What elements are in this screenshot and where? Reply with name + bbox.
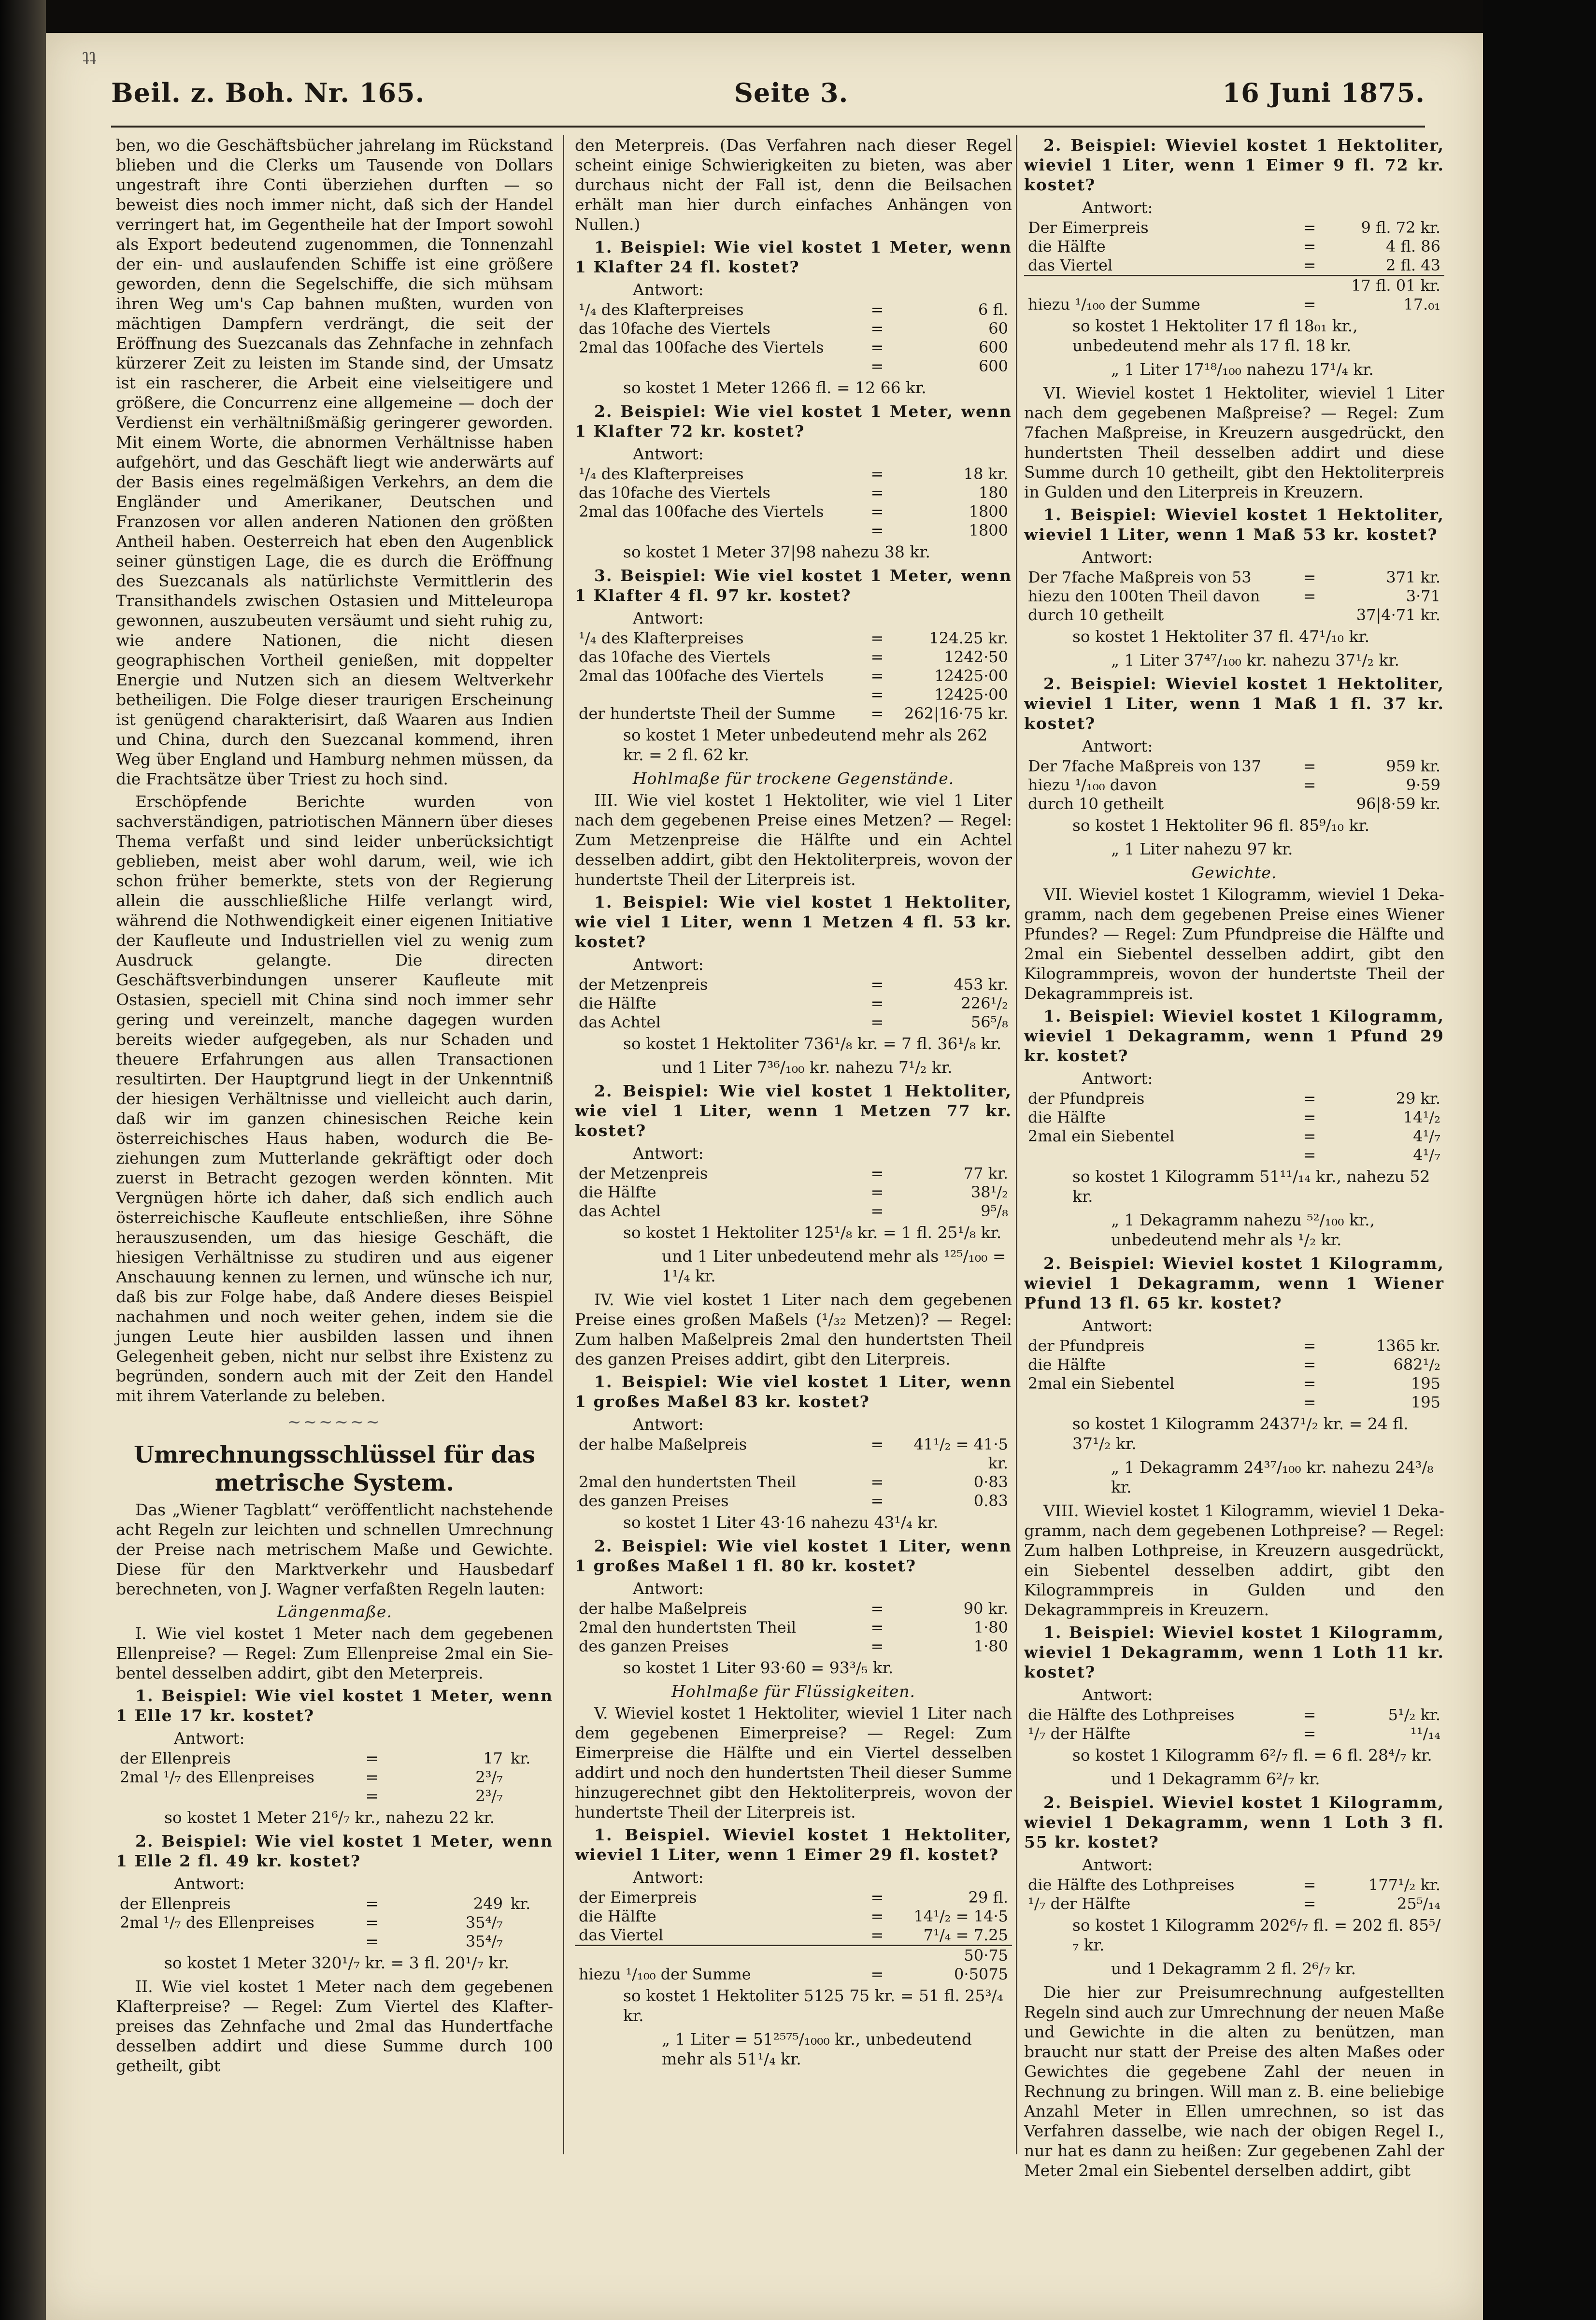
answer-label: Antwort: xyxy=(1082,1855,1153,1874)
example-heading: 1. Beispiel. Wieviel kostet 1 Hektoliter, wieviel 1 Liter, wenn 1 Eimer 29 fl. kostet? xyxy=(575,1825,1012,1864)
calc-row: = 2³/₇ xyxy=(365,1787,503,1805)
calc-row: hiezu ¹/₁₀₀ der Summe = 0·5075 xyxy=(579,1965,1008,1983)
calc-result: so kostet 1 Liter 43·16 nahezu 43¹/₄ kr. xyxy=(623,1513,939,1532)
answer-label: Antwort: xyxy=(633,609,704,627)
calc-row: = 1800 xyxy=(870,521,1008,540)
example-heading: 2. Beispiel: Wie viel kostet 1 Hektoliter, wie viel 1 Liter, wenn 1 Metzen 77 kr. kostet? xyxy=(575,1082,1012,1140)
calc-row: der halbe Maßelpreis = 90 kr. xyxy=(579,1599,1008,1618)
example-heading: 2. Beispiel: Wieviel kostet 1 Hektoliter, wieviel 1 Liter, wenn 1 Maß 1 fl. 37 kr. kostet? xyxy=(1024,674,1444,733)
calc-row: der Pfundpreis = 29 kr. xyxy=(1028,1089,1440,1108)
rule-paragraph: VII. Wieviel kostet 1 Kilogramm, wieviel 1 Dekagramm, nach dem gegebenen Preise eines Wiener Pfundes? — Regel: Zum Pfundpreise die Hälfte und 2mal ein Siebentel desselben addirt, gibt den Kilogrammpreis, wovon der hundertste Theil der Dekagrammpreis ist. xyxy=(1024,885,1444,1003)
example-heading: 1. Beispiel: Wie viel kostet 1 Hektoliter, wie viel 1 Liter, wenn 1 Metzen 4 fl. 53 kr. kostet? xyxy=(575,893,1012,951)
article-paragraph: ben, wo die Geschäftsbücher jahrelang im Rückstand blieben und die Clerks um Tausende von Dollars ungestraft ihre Conti überziehen durften — so beweist dies noch immer nicht, daß sich der Handel verringert hat, im Gegentheile hat der Import sowohl als Export bedeutend zugenommen, die Tonnenzahl der ein- und auslaufenden Schiffe ist eine größere geworden, denn die Segelschiffe, die sich mühsam ihren Weg um's Cap bahnen mußten, wurden von mächtigen Dampfern verdrängt, die seit der Eröffnung des Suezcanals das Zehnfache in zehnfach kürzerer Zeit zu leisten im Stande sind, der Umsatz ist ein rascherer, die Arbeit eine vielseitigere und größere, die Concurrenz eine allgemeine — doch der Verdienst ein verhältnißmäßig geringerer geworden. Mit einem Worte, die abnormen Verhältnisse haben aufgehört, und das Geschäft liegt wie anderwärts auf der Basis eines regelmäßigen Verkehrs, an dem die Engländer und Amerikaner, Deutschen und Franzosen vor allen anderen Nationen den größten Antheil haben. Oesterreich hat eben den Augenblick seiner günstigen Lage, die es durch die Eröffnung des Suezcanals als natürlichste Vermittlerin des Transithandels zwischen Ostasien und Mitteleuropa gewonnen, auszubeuten versäumt und sieht ruhig zu, wie andere Nationen, die nicht diesen geographischen Vortheil genießen, mit doppelter Energie und Nutzen sich an diesem Weltverkehr betheiligen. Die Folge dieser traurigen Erscheinung ist genügend charakterisirt, daß Waaren aus Indien und China, durch den Suezcanal kommend, ihren Weg über England und Hamburg nehmen müssen, da die Frachtsätze über Triest zu hoch sind. xyxy=(116,136,553,788)
calc-table xyxy=(1024,218,1444,314)
calc-row: der halbe Maßelpreis = 41¹/₂ = 41·5 kr. xyxy=(579,1435,1008,1472)
article-paragraph: Erschöpfende Berichte wurden von sachverständigen, patriotischen Männern über dieses Thema verfaßt und sind leider unberücksichtigt geblieben, meist aber wohl darum, weil, wie ich schon früher bemerkte, stets von der Regierung allein die ausschließliche Hilfe verlangt wird, während die Nothwendigkeit einer eigenen Initiative der Kaufleute und Industriellen viel zu wenig zum Ausdruck gelangte. Die directen Geschäftsverbindungen unserer Kaufleute mit Ostasien, speciell mit China sind noch immer sehr gering und vereinzelt, manche dagegen wurden bereits wieder aufgegeben, als nur Schaden und theuere Erfahrungen aus allen Transactionen resultirten. Der Hauptgrund liegt in der Unkenntniß der hiesigen Verhältnisse und vielleicht auch darin, daß wir im ganzen chinesischen Reiche kein österreichisches Haus haben, wodurch die Beziehungen zum Mutterlande gekräftigt oder doch zuerst in Betracht gezogen werden könnten. Mit Vergnügen hörte ich daher, daß sich endlich auch österreichische Kaufleute entschließen, ihre Söhne herauszusenden, um das hiesige Geschäft, die hiesigen Verhältnisse zu studiren und aus eigener Anschauung kennen zu lernen, und wünsche ich nur, daß bis zur Folge habe, daß Andere dieses Beispiel nachahmen und noch weiter gehen, indem sie die jungen Leute hier ausbilden lassen und ihnen Gelegenheit geben, nicht nur selbst ihre Existenz zu begründen, sondern auch mit der Zeit den Handel mit ihrem Vaterlande zu beleben. xyxy=(116,792,553,1405)
example-heading: 1. Beispiel: Wie viel kostet 1 Liter, wenn 1 großes Maßel 83 kr. kostet? xyxy=(575,1372,1012,1411)
section-title: Umrechnungsschlüssel für das metrische System. xyxy=(134,1441,535,1496)
calc-row: die Hälfte = 14¹/₂ = 14·5 xyxy=(579,1907,1008,1925)
answer-label: Antwort: xyxy=(174,1874,245,1893)
calc-table xyxy=(575,1435,1012,1510)
calc-result: „ 1 Liter = 51²⁵⁷⁵/₁₀₀₀ kr., unbedeutend mehr als 51¹/₄ kr. xyxy=(662,2030,972,2068)
calc-row: das Viertel = 2 fl. 43 xyxy=(1028,256,1440,274)
example-heading: 1. Beispiel: Wieviel kostet 1 Hektoliter, wieviel 1 Liter, wenn 1 Maß 53 kr. kostet? xyxy=(1024,505,1444,544)
example-heading: 3. Beispiel: Wie viel kostet 1 Meter, wenn 1 Klafter 4 fl. 97 kr. kostet? xyxy=(575,566,1012,605)
calc-row: das 10fache des Viertels = 180 xyxy=(579,484,1008,502)
calc-table xyxy=(116,1894,553,1951)
calc-row: 50·75 xyxy=(575,1946,1012,1965)
calc-row: 2mal das 100fache des Viertels = 600 xyxy=(579,338,1008,356)
calc-row: das Viertel = 7¹/₄ = 7.25 xyxy=(579,1926,1008,1944)
answer-label: Antwort: xyxy=(633,444,704,463)
column-rule xyxy=(1016,135,1017,2154)
answer-label: Antwort: xyxy=(633,955,704,974)
calc-result: so kostet 1 Liter 93·60 = 93³/₅ kr. xyxy=(623,1658,894,1677)
calc-row: 2mal ¹/₇ des Ellenpreises = 35⁴/₇ xyxy=(120,1913,503,1932)
calc-row: Der Eimerpreis = 9 fl. 72 kr. xyxy=(1028,218,1440,237)
calc-row: der Metzenpreis = 77 kr. xyxy=(579,1164,1008,1182)
calc-row: die Hälfte = 4 fl. 86 xyxy=(1028,237,1440,256)
calc-result: so kostet 1 Kilogramm 51¹¹/₁₄ kr., nahezu 52 kr. xyxy=(1072,1167,1430,1206)
calc-table xyxy=(575,1888,1012,1984)
calc-table xyxy=(575,465,1012,540)
rule-paragraph: VIII. Wieviel kostet 1 Kilogramm, wieviel 1 Dekagramm, nach dem gegebenen Lothpreise? — Regel: Zum halben Lothpreise, in Kreuzern ausgedrückt, ein Siebentel desselben addirt, gibt den Kilogrammpreis in Gulden und den Dekagrammpreis in Kreuzern. xyxy=(1024,1501,1444,1619)
binding-edge xyxy=(0,0,46,2320)
calc-row: 2mal das 100fache des Viertels = 12425·00 xyxy=(579,667,1008,685)
calc-result: so kostet 1 Hektoliter 125¹/₈ kr. = 1 fl. 25¹/₈ kr. xyxy=(623,1223,1002,1242)
calc-result: und 1 Dekagramm 2 fl. 2⁶/₇ kr. xyxy=(1111,1959,1356,1978)
calc-row: ¹/₇ der Hälfte = 25⁵/₁₄ xyxy=(1028,1894,1440,1913)
calc-row: 2mal ¹/₇ des Ellenpreises = 2³/₇ xyxy=(120,1768,503,1786)
calc-row: = 12425·00 xyxy=(870,685,1008,704)
answer-label: Antwort: xyxy=(1082,1069,1153,1088)
calc-row: das Achtel = 56⁵/₈ xyxy=(579,1013,1008,1031)
example-heading: 2. Beispiel: Wie viel kostet 1 Liter, wenn 1 großes Maßel 1 fl. 80 kr. kostet? xyxy=(575,1537,1012,1575)
column-1 xyxy=(116,135,553,2164)
subheading: Hohlmaße für trockene Gegenstände. xyxy=(632,769,955,788)
column-3 xyxy=(1024,135,1444,2180)
answer-label: Antwort: xyxy=(1082,548,1153,567)
rule-paragraph: den Meterpreis. (Das Verfahren nach dieser Regel scheint einige Schwierigkeiten zu bieten, was aber durchaus nicht der Fall ist, denn die Beilsachen erhält man hier durch einfaches Anhängen von Nullen.) xyxy=(575,136,1012,234)
separator: ~~~~~~ xyxy=(287,1412,382,1432)
example-heading: 1. Beispiel: Wieviel kostet 1 Kilogramm, wieviel 1 Dekagramm, wenn 1 Loth 11 kr. kostet? xyxy=(1024,1623,1444,1681)
calc-result: und 1 Liter 7³⁶/₁₀₀ kr. nahezu 7¹/₂ kr. xyxy=(662,1058,953,1077)
calc-row: ¹/₇ der Hälfte = ¹¹/₁₄ xyxy=(1028,1724,1440,1743)
answer-label: Antwort: xyxy=(633,1144,704,1163)
calc-result: so kostet 1 Hektoliter 5125 75 kr. = 51 fl. 25³/₄ kr. xyxy=(623,1986,1003,2025)
page-number: Seite 3. xyxy=(734,77,849,108)
calc-result: so kostet 1 Kilogramm 2437¹/₂ kr. = 24 fl. 37¹/₂ kr. xyxy=(1072,1414,1409,1453)
answer-label: Antwort: xyxy=(1082,737,1153,755)
page-header xyxy=(111,72,1425,128)
calc-table xyxy=(1024,1089,1444,1165)
calc-row: das 10fache des Viertels = 60 xyxy=(579,319,1008,338)
calc-row: hiezu ¹/₁₀₀ davon = 9·59 xyxy=(1028,776,1440,794)
subheading: Gewichte. xyxy=(1191,863,1277,882)
calc-row: hiezu den 100ten Theil davon = 3·71 xyxy=(1028,587,1440,605)
calc-row: der Eimerpreis = 29 fl. xyxy=(579,1888,1008,1907)
calc-row: die Hälfte = 38¹/₂ xyxy=(579,1183,1008,1201)
rule-paragraph: VI. Wieviel kostet 1 Hektoliter, wieviel 1 Liter nach dem gegebenen Maßpreise? — Regel: Zum 7fachen Maßpreise, in Kreuzern ausgedrückt, den hundertsten Theil desselben addirt und diese Summe durch 10 getheilt, gibt den Hektoliterpreis in Gulden und den Literpreis in Kreuzern. xyxy=(1024,384,1444,501)
calc-result: „ 1 Liter 17¹⁸/₁₀₀ nahezu 17¹/₄ kr. xyxy=(1111,360,1374,379)
article-paragraph: Die hier zur Preisumrechnung aufgestellten Regeln sind auch zur Umrechnung der neuen Maße und Gewichte in die alten zu benützen, man braucht nur statt der Preise des alten Maßes oder Gewichtes die gegebene Zahl der neuen in Rechnung zu bringen. Will man z. B. eine beliebige Anzahl Meter in Ellen umrechnen, so ist das Verfahren dasselbe, wie nach der obigen Regel I., nur hat es dann zu heißen: Zur gegebenen Zahl der Meter 2mal ein Siebentel derselben addirt, gibt xyxy=(1024,1983,1444,2180)
answer-label: Antwort: xyxy=(633,1579,704,1598)
calc-table xyxy=(575,1599,1012,1656)
calc-table xyxy=(1024,1706,1444,1743)
calc-row: ¹/₄ des Klafterpreises = 124.25 kr. xyxy=(579,629,1008,647)
calc-row: 2mal ein Siebentel = 195 xyxy=(1028,1374,1440,1393)
calc-table xyxy=(1024,1337,1444,1412)
answer-label: Antwort: xyxy=(1082,1685,1153,1704)
subheading: Hohlmaße für Flüssigkeiten. xyxy=(671,1682,916,1701)
calc-result: so kostet 1 Kilogramm 202⁶/₇ fl. = 202 fl. 85⁵/₇ kr. xyxy=(1072,1916,1441,1954)
calc-row: das 10fache des Viertels = 1242·50 xyxy=(579,648,1008,666)
calc-result: „ 1 Dekagramm 24³⁷/₁₀₀ kr. nahezu 24³/₈ kr. xyxy=(1111,1458,1434,1496)
calc-row: die Hälfte = 14¹/₂ xyxy=(1028,1108,1440,1126)
calc-row: 2mal den hundertsten Theil = 1·80 xyxy=(579,1618,1008,1637)
calc-result: „ 1 Dekagramm nahezu ⁵²/₁₀₀ kr., unbedeutend mehr als ¹/₂ kr. xyxy=(1111,1210,1375,1249)
calc-row: = 195 xyxy=(1303,1393,1440,1411)
calc-row: die Hälfte des Lothpreises = 177¹/₂ kr. xyxy=(1028,1876,1440,1894)
calc-row: die Hälfte des Lothpreises = 5¹/₂ kr. xyxy=(1028,1706,1440,1724)
answer-label: Antwort: xyxy=(633,1868,704,1887)
rule-paragraph: I. Wie viel kostet 1 Meter nach dem gegebenen Ellenpreise? — Regel: Zum Ellenpreise 2mal ein Siebentel desselben addirt, gibt den Meterpreis. xyxy=(116,1624,553,1682)
calc-result: so kostet 1 Hektoliter 736¹/₈ kr. = 7 fl. 36¹/₈ kr. xyxy=(623,1034,1002,1053)
page-corner-mark: ʇʇ xyxy=(82,46,96,66)
calc-table xyxy=(575,300,1012,376)
subheading: Längenmaße. xyxy=(277,1602,392,1621)
calc-table xyxy=(1024,757,1444,813)
calc-row: hiezu ¹/₁₀₀ der Summe = 17.₀₁ xyxy=(1028,295,1440,313)
rule-paragraph: III. Wie viel kostet 1 Hektoliter, wie viel 1 Liter nach dem gegebenen Preise eines Metzen? — Regel: Zum Metzenpreise die Hälfte und ein Achtel desselben addirt, gibt den Hektoliterpreis, wovon der hundertste Theil der Literpreis ist. xyxy=(575,791,1012,889)
calc-row: ¹/₄ des Klafterpreises = 18 kr. xyxy=(579,465,1008,483)
rule-paragraph: IV. Wie viel kostet 1 Liter nach dem gegebenen Preise eines großen Maßels (¹/₃₂ Metzen)? — Regel: Zum halben Maßelpreis 2mal den hundertsten Theil des ganzen Preises addirt, gibt den Literpreis. xyxy=(575,1290,1012,1368)
example-heading: 2. Beispiel: Wieviel kostet 1 Kilogramm, wieviel 1 Dekagramm, wenn 1 Wiener Pfund 13 fl. 65 kr. kostet? xyxy=(1024,1254,1444,1312)
calc-row: 17 fl. 01 kr. xyxy=(1024,276,1444,296)
calc-row: Der 7fache Maßpreis von 137 = 959 kr. xyxy=(1028,757,1440,775)
calc-result: so kostet 1 Hektoliter 96 fl. 85⁹/₁₀ kr. xyxy=(1072,816,1370,835)
calc-table xyxy=(1024,1876,1444,1913)
answer-label: Antwort: xyxy=(1082,1316,1153,1335)
calc-row: durch 10 getheilt 37|4·71 kr. xyxy=(1028,606,1440,624)
answer-label: Antwort: xyxy=(1082,198,1153,217)
calc-row: die Hälfte = 682¹/₂ xyxy=(1028,1355,1440,1374)
example-heading: 2. Beispiel: Wie viel kostet 1 Meter, wenn 1 Klafter 72 kr. kostet? xyxy=(575,402,1012,441)
calc-result: und 1 Liter unbedeutend mehr als ¹²⁵/₁₀₀ = 1¹/₄ kr. xyxy=(662,1247,1006,1285)
calc-table xyxy=(575,629,1012,723)
calc-row: = 600 xyxy=(870,357,1008,375)
calc-result: und 1 Dekagramm 6²/₇ kr. xyxy=(1111,1769,1320,1788)
calc-table xyxy=(1024,568,1444,625)
calc-result: so kostet 1 Meter 1266 fl. = 12 66 kr. xyxy=(623,378,926,397)
calc-result: so kostet 1 Kilogramm 6²/₇ fl. = 6 fl. 28⁴/₇ kr. xyxy=(1072,1746,1432,1765)
calc-row: der Metzenpreis = 453 kr. xyxy=(579,975,1008,994)
calc-result: so kostet 1 Meter 21⁶/₇ kr., nahezu 22 kr. xyxy=(164,1808,495,1827)
column-rule xyxy=(563,135,564,2154)
calc-row: Der 7fache Maßpreis von 53 = 371 kr. xyxy=(1028,568,1440,586)
example-heading: 2. Beispiel: Wie viel kostet 1 Meter, wenn 1 Elle 2 fl. 49 kr. kostet? xyxy=(116,1832,553,1870)
calc-row: des ganzen Preises = 1·80 xyxy=(579,1637,1008,1655)
calc-row: durch 10 getheilt 96|8·59 kr. xyxy=(1028,795,1440,813)
calc-table xyxy=(116,1749,553,1806)
intro-paragraph: Das „Wiener Tagblatt“ veröffentlicht nachstehende acht Regeln zur leichten und schnellen Umrechnung der Preise nach metrischem Maße und Gewichte. Diese für den Marktverkehr und Hausbedarf berechneten, von J. Wagner verfaßten Regeln lauten: xyxy=(116,1500,553,1598)
calc-result: so kostet 1 Meter 320¹/₇ kr. = 3 fl. 20¹/₇ kr. xyxy=(164,1953,509,1972)
calc-row: = 4¹/₇ xyxy=(1303,1146,1440,1164)
calc-result: „ 1 Liter nahezu 97 kr. xyxy=(1111,840,1293,858)
calc-result: so kostet 1 Meter 37|98 nahezu 38 kr. xyxy=(623,542,931,561)
calc-result: so kostet 1 Hektoliter 17 fl 18₀₁ kr., unbedeutend mehr als 17 fl. 18 kr. xyxy=(1072,316,1358,355)
calc-row: ¹/₄ des Klafterpreises = 6 fl. xyxy=(579,300,1008,319)
scan-border xyxy=(1483,0,1596,2320)
calc-row: das Achtel = 9⁵/₈ xyxy=(579,1202,1008,1220)
calc-table xyxy=(575,975,1012,1032)
example-heading: 1. Beispiel: Wie viel kostet 1 Meter, wenn 1 Elle 17 kr. kostet? xyxy=(116,1686,553,1725)
calc-row: 2mal ein Siebentel = 4¹/₇ xyxy=(1028,1127,1440,1145)
answer-label: Antwort: xyxy=(633,1415,704,1434)
calc-row: 2mal das 100fache des Viertels = 1800 xyxy=(579,502,1008,521)
calc-row: des ganzen Preises = 0.83 xyxy=(579,1492,1008,1510)
calc-result: so kostet 1 Hektoliter 37 fl. 47¹/₁₀ kr. xyxy=(1072,627,1370,646)
calc-row: = 35⁴/₇ xyxy=(365,1932,503,1950)
calc-row: 2mal den hundertsten Theil = 0·83 xyxy=(579,1473,1008,1491)
rule-paragraph: V. Wieviel kostet 1 Hektoliter, wieviel 1 Liter nach dem gegebenen Eimerpreise? — Regel: Zum Eimerpreise die Hälfte und ein Viertel desselben addirt und noch den hundertsten Theil dieser Summe hinzugerechnet gibt den Hektoliterpreis, wovon der hundertste Theil der Literpreis ist. xyxy=(575,1704,1012,1822)
answer-label: Antwort: xyxy=(174,1729,245,1748)
calc-result: „ 1 Liter 37⁴⁷/₁₀₀ kr. nahezu 37¹/₂ kr. xyxy=(1111,651,1399,669)
example-heading: 2. Beispiel. Wieviel kostet 1 Kilogramm, wieviel 1 Dekagramm, wenn 1 Loth 3 fl. 55 kr. kostet? xyxy=(1024,1793,1444,1851)
calc-row: der hundertste Theil der Summe = 262|16·75 kr. xyxy=(579,704,1008,723)
column-2 xyxy=(575,135,1012,2164)
calc-result: so kostet 1 Meter unbedeutend mehr als 262 kr. = 2 fl. 62 kr. xyxy=(623,726,988,764)
rule-paragraph: II. Wie viel kostet 1 Meter nach dem gegebenen Klafterpreise? — Regel: Zum Viertel des Klafterpreises das Zehnfache und 2mal das Hundertfache desselben addirt und diese Summe durch 100 getheilt, gibt xyxy=(116,1977,553,2075)
example-heading: 1. Beispiel: Wie viel kostet 1 Meter, wenn 1 Klafter 24 fl. kostet? xyxy=(575,238,1012,276)
issue-date: 16 Juni 1875. xyxy=(1222,77,1425,108)
example-heading: 1. Beispiel: Wieviel kostet 1 Kilogramm, wieviel 1 Dekagramm, wenn 1 Pfund 29 kr. kostet? xyxy=(1024,1007,1444,1065)
calc-row: die Hälfte = 226¹/₂ xyxy=(579,994,1008,1012)
calc-row: der Ellenpreis = 249 kr. xyxy=(120,1894,531,1913)
calc-row: der Ellenpreis = 17 kr. xyxy=(120,1749,531,1767)
supplement-number: Beil. z. Boh. Nr. 165. xyxy=(111,77,425,108)
calc-table xyxy=(575,1164,1012,1221)
answer-label: Antwort: xyxy=(633,280,704,299)
calc-row: der Pfundpreis = 1365 kr. xyxy=(1028,1337,1440,1355)
example-heading: 2. Beispiel: Wieviel kostet 1 Hektoliter, wieviel 1 Liter, wenn 1 Eimer 9 fl. 72 kr. kostet? xyxy=(1024,136,1444,194)
